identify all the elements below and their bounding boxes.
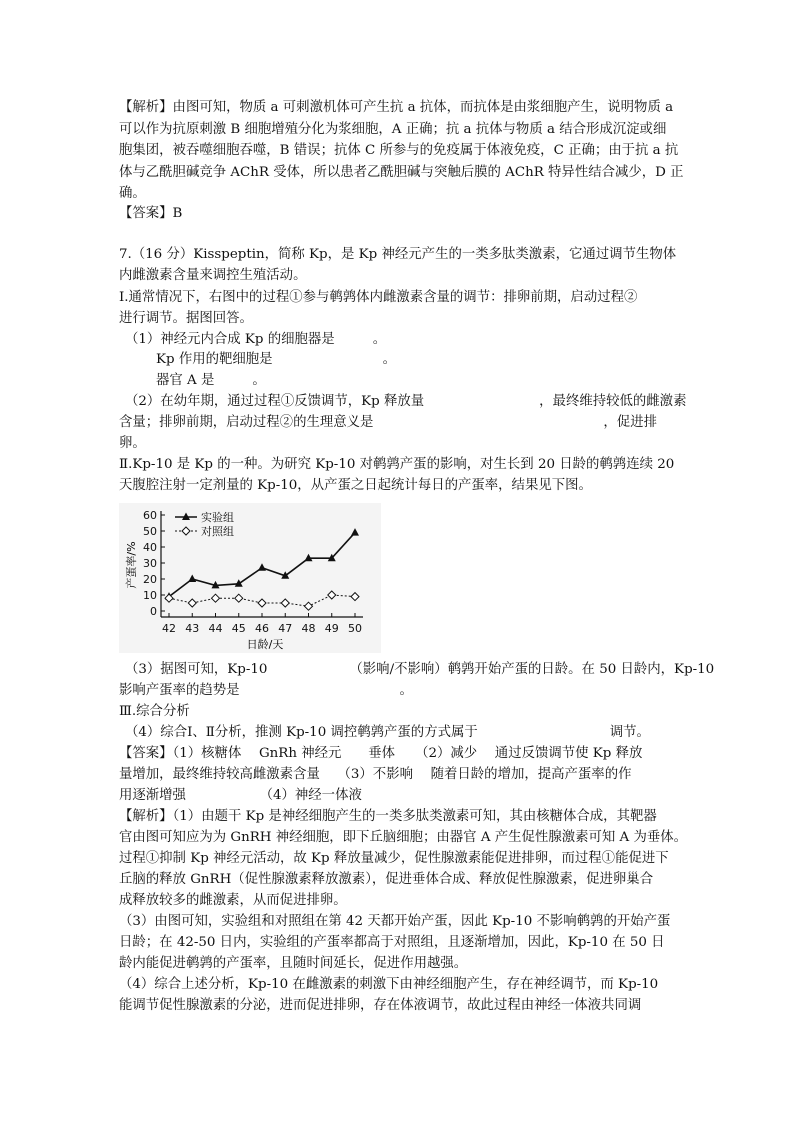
triangle-marker <box>235 579 243 587</box>
answer7-line-3: 用逐渐增强 （4）神经一体液 <box>119 788 362 803</box>
q7-sub3-a-text: （3）据图可知，Kp-10 <box>125 662 268 677</box>
legend-label: 实验组 <box>201 511 234 524</box>
q7-sub1-c-text: 器官 A 是 <box>156 373 215 388</box>
diamond-marker <box>351 593 359 601</box>
chart-x-label: 日龄/天 <box>246 638 284 651</box>
q7-sub3-b-end: 。 <box>399 683 413 698</box>
analysis6-line-2: 可以作为抗原刺激 B 细胞增殖分化为浆细胞，A 正确；抗 a 抗体与物质 a 结合形成沉淀或细 <box>119 122 667 137</box>
y-tick-label: 40 <box>143 541 157 554</box>
x-tick-label: 45 <box>231 622 246 635</box>
q7-sub2-a-end: ，最终维持较低的雌激素 <box>539 394 687 409</box>
x-tick-label: 49 <box>324 622 339 635</box>
q7-sub1-b <box>156 350 396 370</box>
diamond-marker <box>281 599 289 607</box>
y-tick-label: 30 <box>143 557 157 570</box>
analysis6-line-5: 确。 <box>119 186 146 201</box>
chart-svg <box>119 503 381 653</box>
analysis7-line-4: 丘脑的释放 GnRH（促性腺激素释放激素），促进垂体合成、释放促性腺激素，促进卵巢合 <box>119 872 654 887</box>
diamond-marker <box>188 599 196 607</box>
chart-x-ticks <box>162 613 362 635</box>
q7-sub1-b-end: 。 <box>382 352 396 367</box>
series-experimental <box>165 528 359 600</box>
analysis7-line-1: 【解析】（1）由题干 Kp 是神经细胞产生的一类多肽类激素可知，其由核糖体合成，其靶器 <box>119 809 657 824</box>
q7-sub1-a-end: 。 <box>372 332 387 347</box>
q7-sub2-b-end: ，促进排 <box>603 415 657 430</box>
q7-sub1-a-text: （1）神经元内合成 Kp 的细胞器是 <box>125 332 335 347</box>
diamond-marker <box>258 599 266 607</box>
q7-part2-line-2: 天腹腔注射一定剂量的 Kp-10，从产蛋之日起统计每日的产蛋率，结果见下图。 <box>119 478 592 493</box>
triangle-marker <box>188 575 196 583</box>
answer7-line-2: 量增加，最终维持较高雌激素含量 （3）不影响 随着日龄的增加，提高产蛋率的作 <box>119 767 632 782</box>
x-tick-label: 43 <box>185 622 200 635</box>
diamond-marker <box>328 591 336 599</box>
analysis6-line-1: 【解析】由图可知，物质 a 可刺激机体可产生抗 a 抗体，而抗体是由浆细胞产生，说明物质 a <box>119 100 674 115</box>
q7-sub4-end: 调节。 <box>609 725 650 740</box>
analysis7-line-9: （4）综合上述分析，Kp-10 在雌激素的刺激下由神经细胞产生，存在神经调节，而 Kp-10 <box>119 977 659 992</box>
analysis6-line-4: 体与乙酰胆碱竞争 AChR 受体，所以患者乙酰胆碱与突触后膜的 AChR 特异性结合减少，D 正 <box>119 165 684 180</box>
triangle-marker <box>258 563 266 571</box>
x-tick-label: 47 <box>278 622 293 635</box>
chart-y-label: 产蛋率/% <box>125 541 138 589</box>
q7-sub2-b-text: 含量；排卵前期，启动过程②的生理意义是 <box>119 415 374 430</box>
answer6: 【答案】B <box>119 206 183 221</box>
analysis7-line-7: 日龄；在 42-50 日内，实验组的产蛋率都高于对照组，且逐渐增加，因此，Kp-10 在 50 日 <box>119 935 665 950</box>
y-tick-label: 0 <box>150 605 157 618</box>
q7-sub2-a-text: （2）在幼年期，通过过程①反馈调节，Kp 释放量 <box>125 394 425 409</box>
q7-sub1-b-text: Kp 作用的靶细胞是 <box>156 352 273 367</box>
y-tick-label: 20 <box>143 573 157 586</box>
chart-series <box>165 528 359 610</box>
diamond-marker <box>182 527 190 535</box>
diamond-marker <box>212 594 220 602</box>
q7-sub3-b <box>119 681 413 701</box>
egg-laying-rate-chart <box>119 503 381 653</box>
q7-sub3-a <box>125 660 714 680</box>
x-tick-label: 44 <box>208 622 223 635</box>
q7-part2-line-1: Ⅱ.Kp-10 是 Kp 的一种。为研究 Kp-10 对鹌鹑产蛋的影响，对生长到 20 日龄的鹌鹑连续 20 <box>119 457 675 472</box>
q7-sub1-c <box>156 371 266 391</box>
q7-sub3-a-rest: （影响/不影响）鹌鹑开始产蛋的日龄。在 50 日龄内，Kp-10 <box>349 662 715 677</box>
q7-sub1-c-end: 。 <box>252 373 266 388</box>
q7-sub1-a <box>125 330 386 350</box>
series-control <box>165 591 359 610</box>
y-tick-label: 10 <box>143 589 157 602</box>
answer7-line-1: 【答案】（1）核糖体 GnRh 神经元 垂体 （2）减少 通过反馈调节使 Kp 释放 <box>119 746 643 761</box>
q7-sub2-c: 卵。 <box>119 436 146 451</box>
q7-part1-line-2: 进行调节。据图回答。 <box>119 311 253 326</box>
diamond-marker <box>235 594 243 602</box>
triangle-marker <box>351 528 359 536</box>
analysis7-line-3: 过程①抑制 Kp 神经元活动，故 Kp 释放量减少，促性腺激素能促进排卵，而过程①能促进下 <box>119 851 669 866</box>
analysis7-line-5: 成释放较多的雌激素，从而促进排卵。 <box>119 893 347 908</box>
analysis7-line-2: 官由图可知应为为 GnRH 神经细胞，即下丘脑细胞；由器官 A 产生促性腺激素可知 A 为垂体。 <box>119 830 688 845</box>
q7-sub2-b <box>119 413 657 433</box>
q7-sub4 <box>125 723 650 743</box>
q7-stem-line-2: 内雌激素含量来调控生殖活动。 <box>119 268 307 283</box>
q7-sub3-b-text: 影响产蛋率的趋势是 <box>119 683 240 698</box>
x-tick-label: 50 <box>348 622 362 635</box>
x-tick-label: 42 <box>162 622 176 635</box>
legend-label: 对照组 <box>201 525 234 538</box>
diamond-marker <box>305 602 313 610</box>
analysis7-line-8: 龄内能促进鹌鹑的产蛋率，且随时间延长，促进作用越强。 <box>119 956 468 971</box>
q7-stem-line-1: 7.（16 分）Kisspeptin，简称 Kp，是 Kp 神经元产生的一类多肽类激素，它通过调节生物体 <box>119 247 677 262</box>
chart-legend <box>175 510 234 538</box>
x-tick-label: 48 <box>301 622 316 635</box>
chart-y-ticks <box>143 509 165 618</box>
q7-sub2-a <box>125 392 686 412</box>
y-tick-label: 60 <box>143 509 157 522</box>
analysis6-line-3: 胞集团，被吞噬细胞吞噬，B 错误；抗体 C 所参与的免疫属于体液免疫，C 正确；由于抗 a 抗 <box>119 143 679 158</box>
q7-part1-line-1: Ⅰ.通常情况下，右图中的过程①参与鹌鹑体内雌激素含量的调节：排卵前期，启动过程② <box>119 290 638 305</box>
analysis7-line-10: 能调节促性腺激素的分泌，进而促进排卵，存在体液调节，故此过程由神经一体液共同调 <box>119 998 642 1013</box>
analysis7-line-6: （3）由图可知，实验组和对照组在第 42 天都开始产蛋，因此 Kp-10 不影响鹌鹑的开始产蛋 <box>119 914 671 929</box>
q7-sub4-text: （4）综合Ⅰ、Ⅱ分析，推测 Kp-10 调控鹌鹑产蛋的方式属于 <box>125 725 478 740</box>
q7-part3-title: Ⅲ.综合分析 <box>119 704 190 719</box>
x-tick-label: 46 <box>255 622 269 635</box>
y-tick-label: 50 <box>143 525 157 538</box>
